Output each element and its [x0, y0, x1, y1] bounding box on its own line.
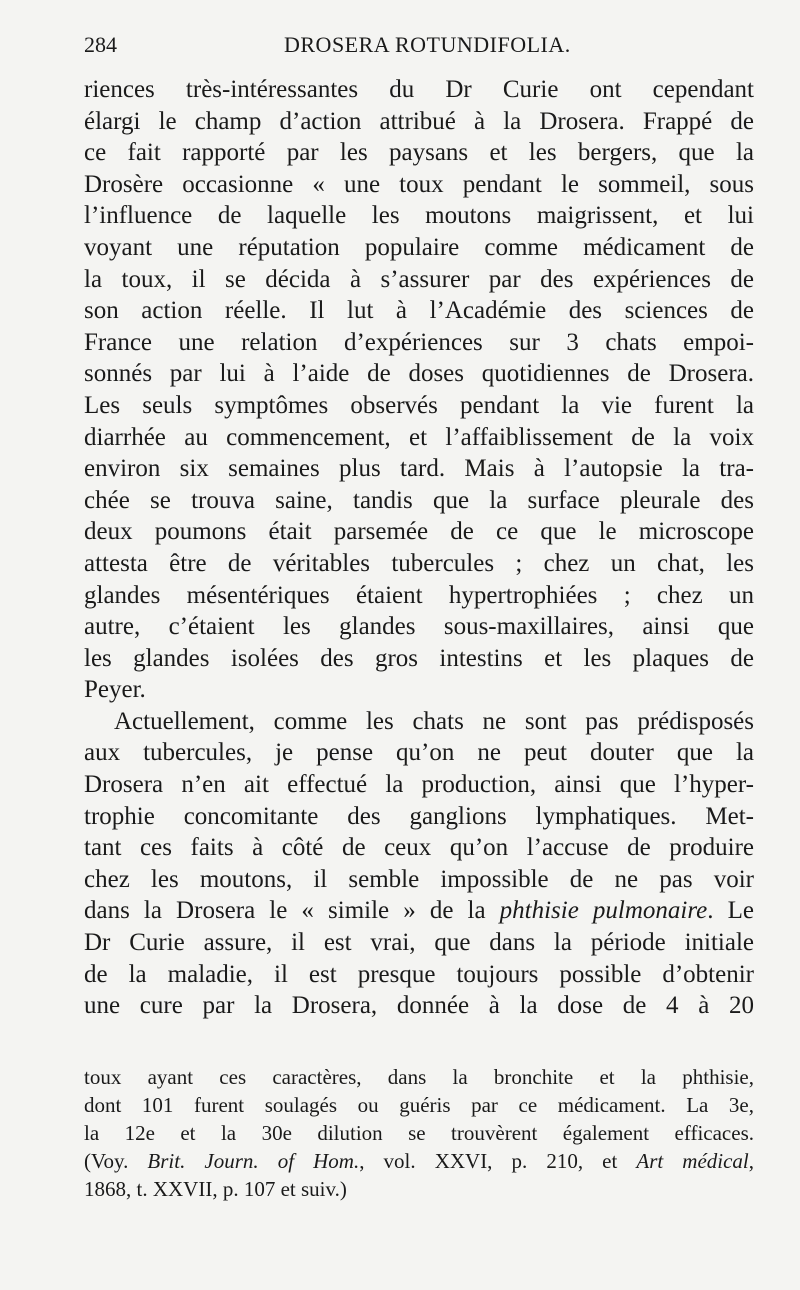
italic-text: Brit. Journ. of Hom. — [147, 1149, 360, 1173]
footnote-line: toux ayant ces caractères, dans la bronchite et la phthisie, — [84, 1065, 754, 1089]
running-title: DROSERA ROTUNDIFOLIA. — [284, 32, 571, 57]
text-segment: , vol. XXVI, p. 210, et — [359, 1149, 637, 1173]
text-line: Les seuls symptômes observés pendant la vie furent la — [84, 391, 754, 419]
text-line: élargi le champ d’action attribué à la Drosera. Frappé de — [84, 107, 754, 135]
text-line: glandes mésentériques étaient hypertrophiées ; chez un — [84, 581, 754, 609]
text-line: Dr Curie assure, il est vrai, que dans la période initiale — [84, 929, 754, 957]
text-line — [84, 895, 754, 927]
page-number: 284 — [84, 32, 117, 57]
text-line: Peyer. — [84, 676, 146, 704]
text-line: France une relation d’expériences sur 3 chats empoi- — [84, 328, 754, 356]
italic-text: phthisie pulmonaire — [499, 897, 708, 925]
text-line: Actuellement, comme les chats ne sont pas prédisposés — [114, 707, 754, 735]
footnote-line: dont 101 furent soulagés ou guéris par ce médicament. La 3e, — [84, 1093, 754, 1117]
text-line: sonnés par lui à l’aide de doses quotidiennes de Drosera. — [84, 360, 754, 388]
text-line: tant ces faits à côté de ceux qu’on l’accuse de produire — [84, 834, 754, 862]
page-header — [84, 32, 754, 62]
italic-text: Art médical — [636, 1149, 749, 1173]
text-line: Drosera n’en ait effectué la production, ainsi que l’hyper- — [84, 771, 754, 799]
text-line: la toux, il se décida à s’assurer par des expériences de — [84, 265, 754, 293]
footnote — [84, 1063, 754, 1203]
text-line: ce fait rapporté par les paysans et les bergers, que la — [84, 139, 754, 167]
text-line: les glandes isolées des gros intestins et les plaques de — [84, 644, 754, 672]
text-line: deux poumons était parsemée de ce que le microscope — [84, 518, 754, 546]
text-line: voyant une réputation populaire comme médicament de — [84, 233, 754, 261]
body-text — [84, 74, 754, 1022]
text-line: riences très-intéressantes du Dr Curie ont cependant — [84, 76, 754, 103]
text-line: environ six semaines plus tard. Mais à l’autopsie la tra- — [84, 455, 754, 483]
text-line: l’influence de laquelle les moutons maigrissent, et lui — [84, 202, 754, 230]
text-segment: . Le — [707, 897, 754, 925]
text-line: une cure par la Drosera, donnée à la dose de 4 à 20 — [84, 992, 754, 1020]
footnote-line: 1868, t. XXVII, p. 107 et suiv.) — [84, 1177, 347, 1201]
text-line: attesta être de véritables tubercules ; chez un chat, les — [84, 549, 754, 577]
text-line: de la maladie, il est presque toujours possible d’obtenir — [84, 960, 754, 988]
footnote-line — [84, 1147, 754, 1175]
text-line: chez les moutons, il semble impossible de ne pas voir — [84, 865, 754, 893]
text-line: autre, c’étaient les glandes sous-maxillaires, ainsi que — [84, 613, 754, 641]
text-line: trophie concomitante des ganglions lymphatiques. Met- — [84, 802, 754, 830]
text-segment: , — [748, 1149, 755, 1173]
text-line: diarrhée au commencement, et l’affaiblissement de la voix — [84, 423, 754, 451]
text-segment: dans la Drosera le « simile » de la — [84, 897, 500, 925]
text-line: son action réelle. Il lut à l’Académie des sciences de — [84, 297, 754, 325]
text-line: aux tubercules, je pense qu’on ne peut douter que la — [84, 739, 754, 767]
text-line: chée se trouva saine, tandis que la surface pleurale des — [84, 486, 754, 514]
text-segment: (Voy. — [84, 1149, 148, 1173]
text-line: Drosère occasionne « une toux pendant le sommeil, sous — [84, 170, 754, 198]
footnote-line: la 12e et la 30e dilution se trouvèrent également efficaces. — [84, 1121, 754, 1145]
